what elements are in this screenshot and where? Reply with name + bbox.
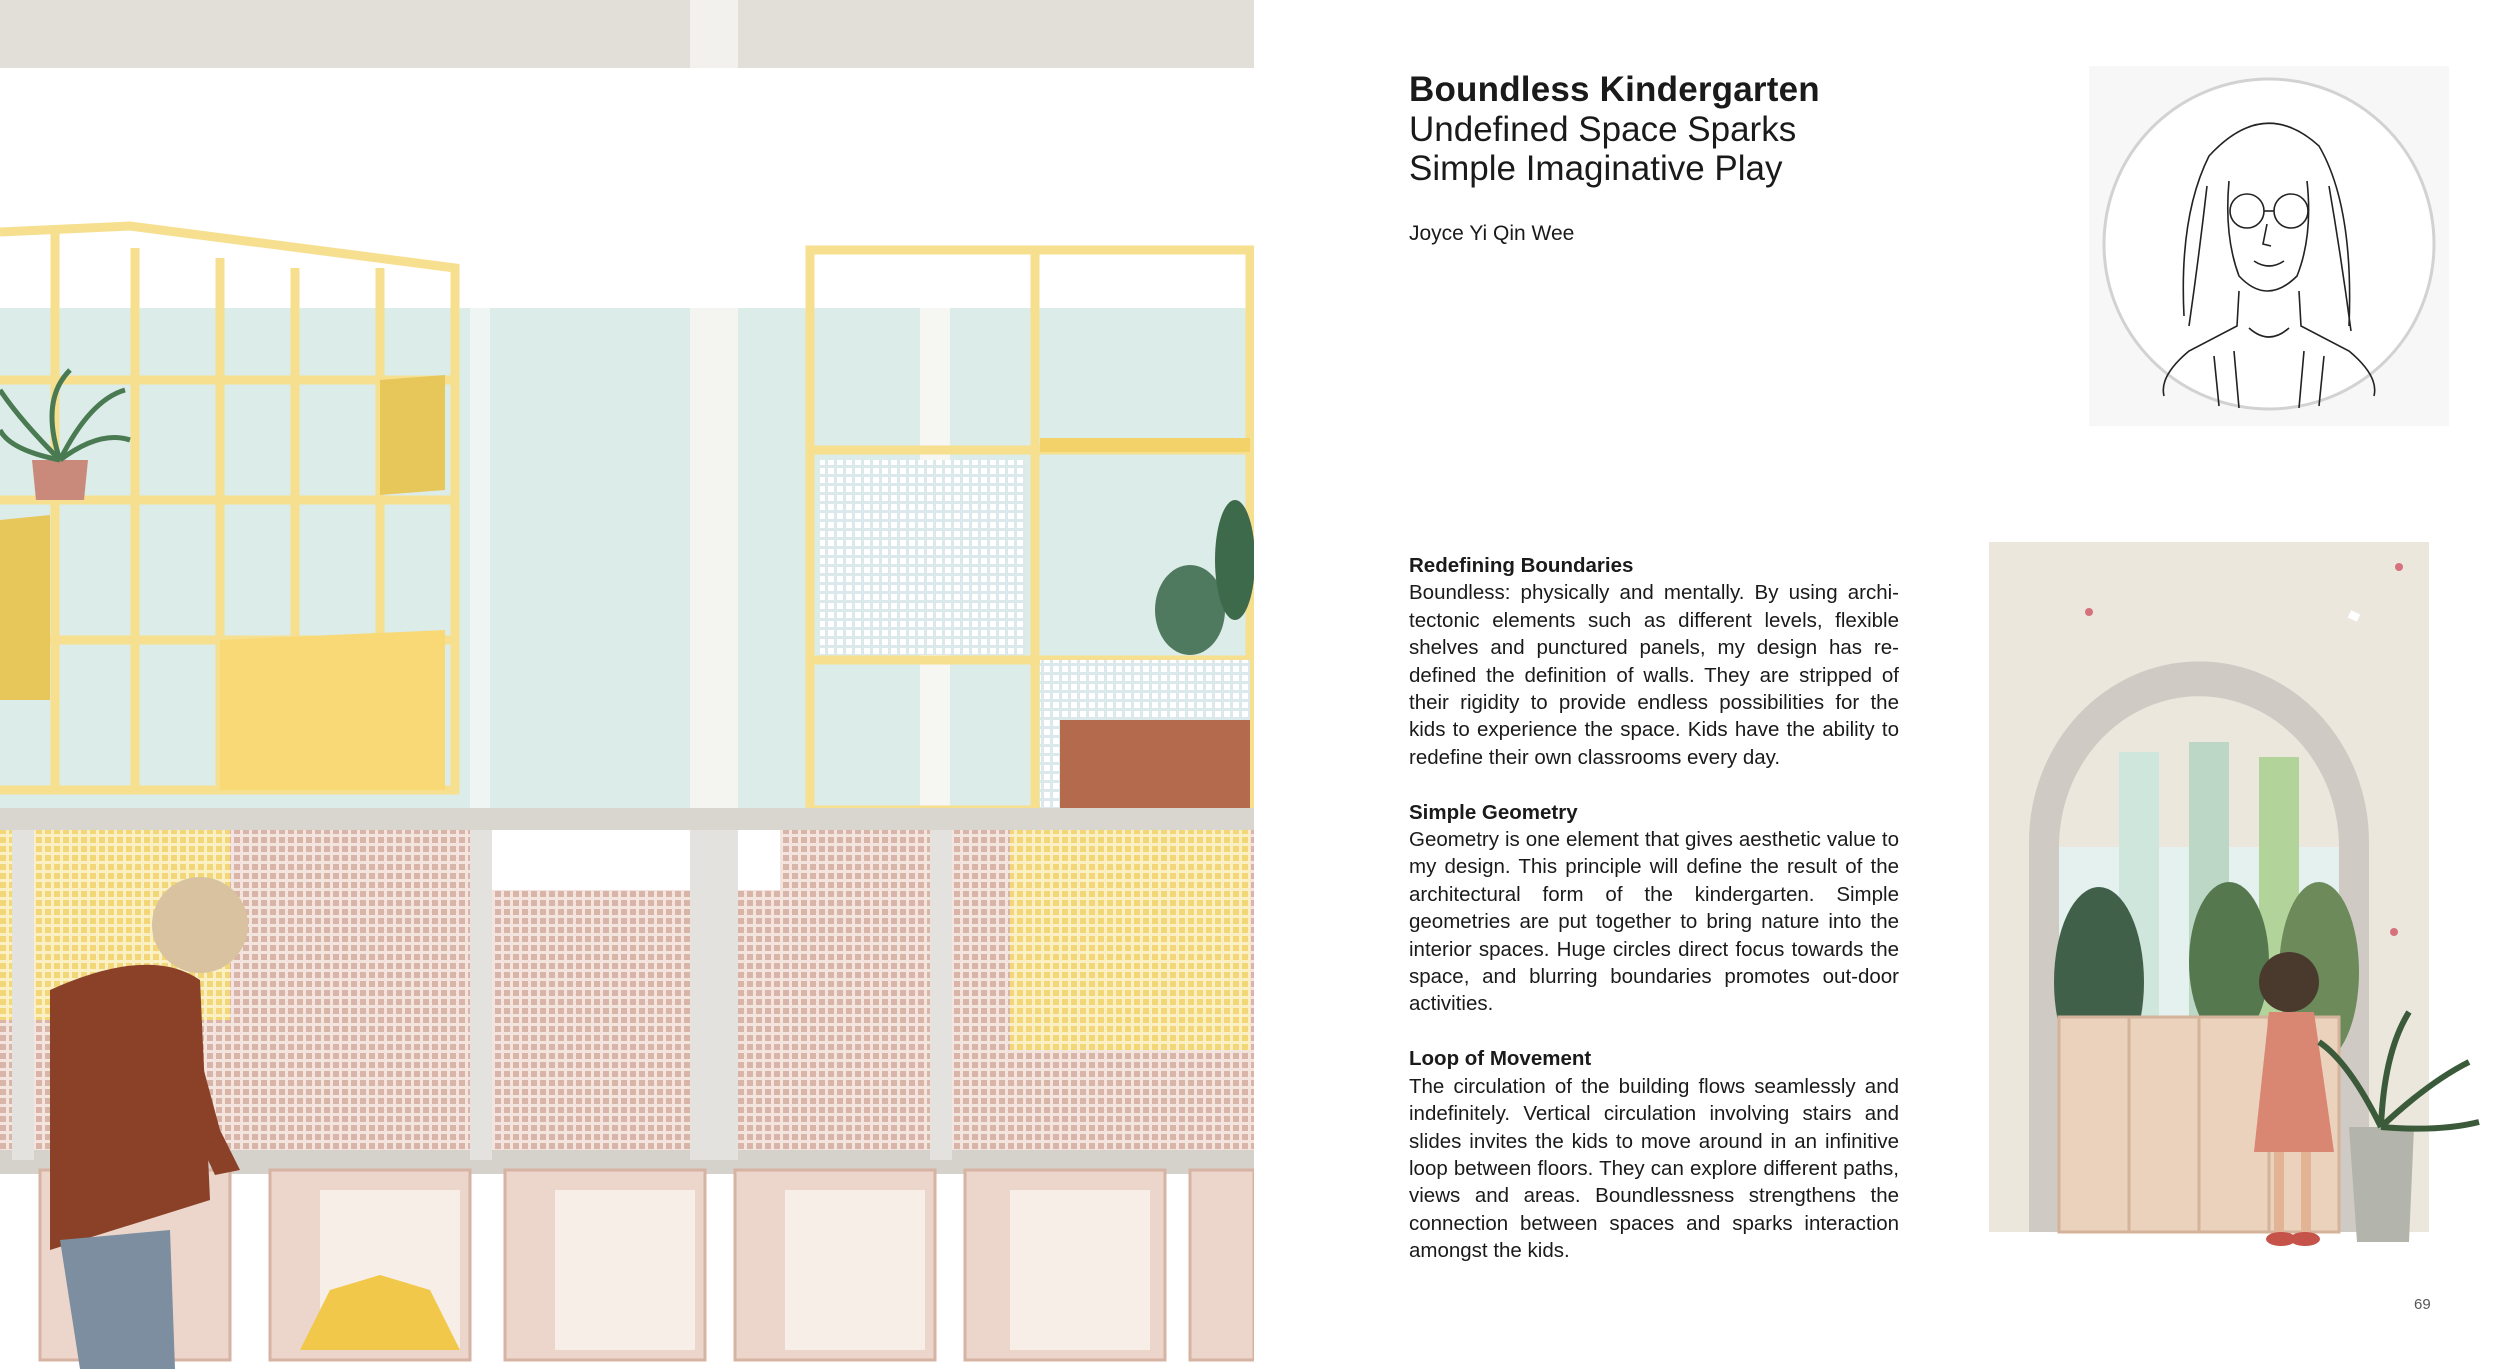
- section-heading: Loop of Movement: [1409, 1047, 1592, 1071]
- section-simple-geometry: [1409, 799, 1899, 1018]
- page-subtitle-line-2: Simple Imaginative Play: [1409, 149, 1783, 188]
- section-body: The circulation of the building flows seamlessly and indefinitely. Vertical circulation involving stairs and slides invites the kids to move around in an infinitive loop between floors. They can explore different paths, views and areas. Boundlessness strengthens the connection between spaces and sparks interaction amongst the kids.: [1409, 1074, 1899, 1263]
- right-page: [1254, 0, 2500, 1369]
- section-loop-of-movement: [1409, 1045, 1899, 1264]
- section-heading: Redefining Boundaries: [1409, 554, 1634, 577]
- page-number: 69: [2414, 1296, 2431, 1313]
- author-portrait-sketch: [2089, 66, 2449, 426]
- section-body: Geometry is one element that gives aesthetic value to my design. This principle will define the result of the architectural form of the kindergarten. Simple geometries are put together to bring nature into the interior spaces. Huge circles direct focus towards the space, and blurring boundaries promotes out-door activities.: [1409, 828, 1899, 1016]
- title-block: [1409, 70, 2009, 188]
- arch-collage-illustration: [1989, 542, 2500, 1272]
- page-subtitle-line-1: Undefined Space Sparks: [1409, 110, 1797, 149]
- page-title: Boundless Kindergarten: [1409, 70, 1820, 109]
- section-heading: Simple Geometry: [1409, 800, 1578, 824]
- body-text: [1409, 552, 1899, 1292]
- section-body: Boundless: physically and mentally. By using archi-tectonic elements such as different levels, flexible shelves and punctured panels, my design has re-defined the definition of walls. They are stripped of their rigidity to provide endless possibilities for the kids to experience the space. Kids have the ability to redefine their own classrooms every day.: [1409, 581, 1899, 769]
- section-redefining-boundaries: [1409, 552, 1899, 771]
- author-name: Joyce Yi Qin Wee: [1409, 222, 1575, 245]
